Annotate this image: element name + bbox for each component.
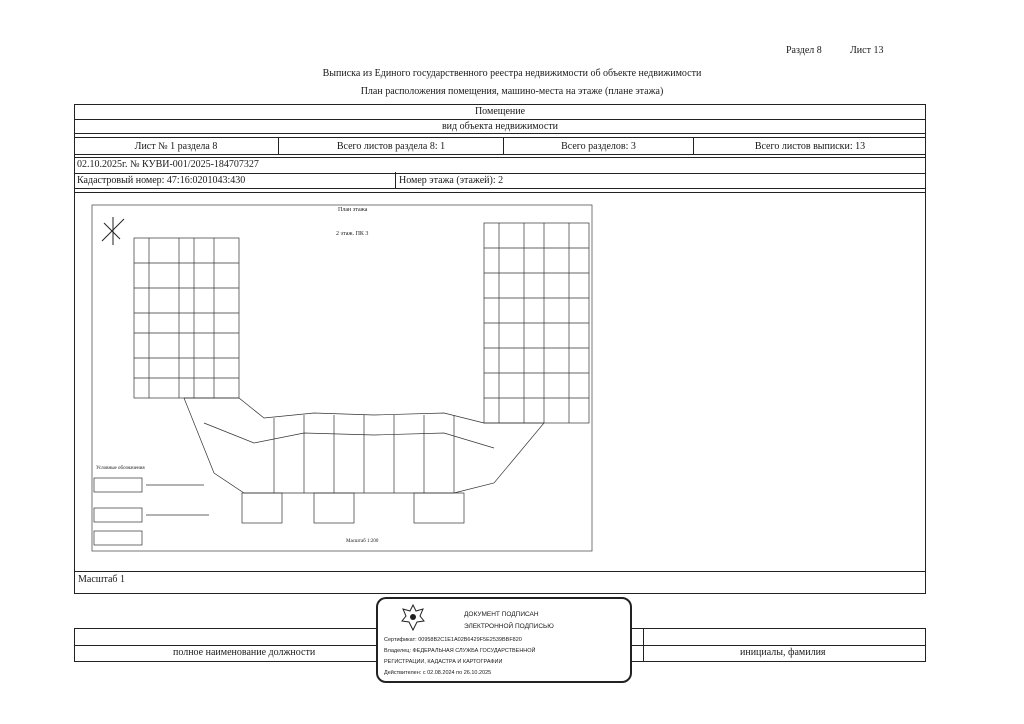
section-label: Раздел 8 [786, 45, 822, 56]
total-sections: Всего разделов: 3 [504, 138, 694, 154]
position-label: полное наименование должности [173, 647, 316, 658]
stamp-valid: Действителен: с 02.08.2024 по 26.10.2025 [384, 670, 492, 676]
total-sheets-extract: Всего листов выписки: 13 [754, 140, 866, 152]
electronic-signature-stamp [376, 597, 632, 683]
object-type-row [74, 119, 926, 134]
floor-plan-drawing [74, 193, 926, 571]
object-row [74, 104, 926, 120]
emblem-icon [400, 603, 426, 633]
total-sheets-section: Всего листов раздела 8: 1 [279, 138, 504, 154]
legend-title: Условные обозначения [96, 466, 145, 471]
stamp-certificate: Сертификат: 00958B2C1E1A02B6429F5E2539BBF820 [384, 637, 522, 643]
stamp-owner-1: Владелец: ФЕДЕРАЛЬНАЯ СЛУЖБА ГОСУДАРСТВЕННОЙ [384, 648, 536, 654]
name-label: инициалы, фамилия [740, 647, 826, 658]
stamp-line-2: ЭЛЕКТРОННОЙ ПОДПИСЬЮ [464, 623, 554, 630]
scale-label: Масштаб 1 [78, 574, 125, 585]
document-subtitle: План расположения помещения, машино-места на этаже (плане этажа) [360, 86, 664, 97]
plan-title: План этажа [338, 207, 368, 213]
floor-number: Номер этажа (этажей): 2 [399, 174, 504, 186]
stamp-line-1: ДОКУМЕНТ ПОДПИСАН [464, 611, 539, 618]
object-name: Помещение [474, 106, 526, 117]
sheet-number: Лист № 1 раздела 8 [74, 138, 279, 154]
plan-scale: Масштаб 1:200 [346, 539, 379, 544]
object-type-label: вид объекта недвижимости [441, 120, 559, 132]
plan-area [74, 192, 926, 572]
stamp-owner-2: РЕГИСТРАЦИИ, КАДАСТРА И КАРТОГРАФИИ [384, 659, 503, 665]
document-title: Выписка из Единого государственного реестра недвижимости об объекте недвижимости [322, 68, 702, 79]
cadastral-row [74, 172, 926, 189]
cadastral-number: Кадастровый номер: 47:16:0201043:430 [74, 172, 396, 188]
sheet-label: Лист 13 [850, 45, 884, 56]
record-date-number: 02.10.2025г. № КУВИ-001/2025-184707327 [77, 159, 259, 170]
sheet-info-row [74, 137, 926, 155]
plan-floor-label: 2 этаж. ПК 3 [336, 231, 369, 237]
